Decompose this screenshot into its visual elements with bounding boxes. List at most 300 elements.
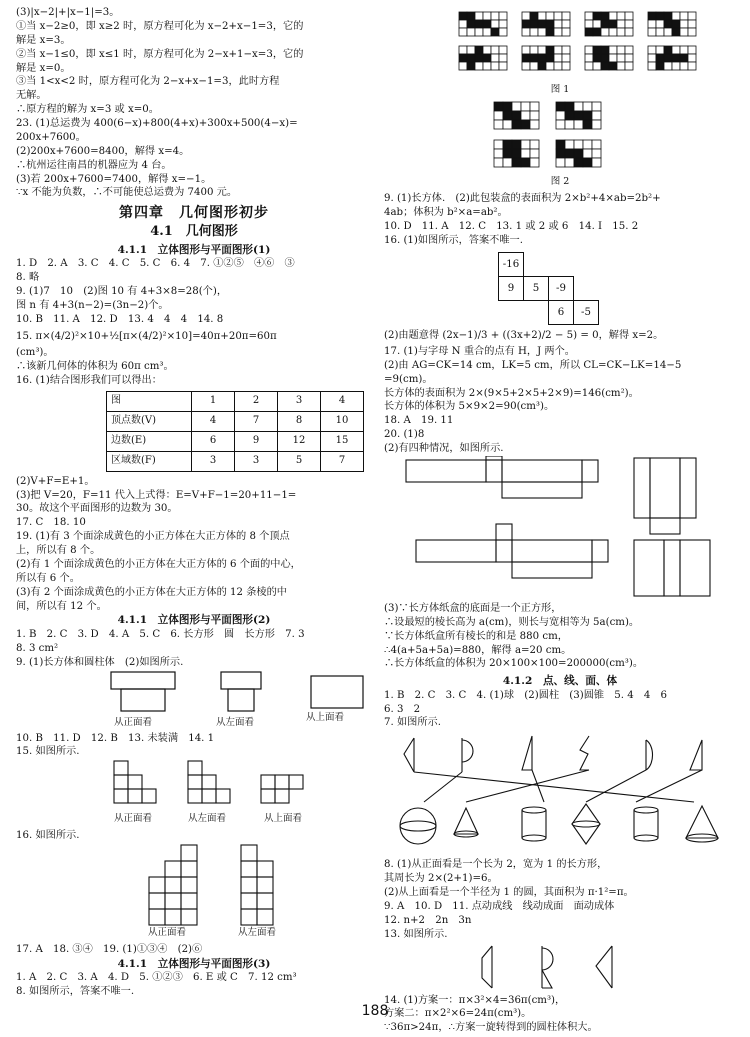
grid-cell [562, 62, 570, 70]
grid-cell [459, 28, 467, 36]
subsection-title: 4.1.1 立体图形与平面图形(1) [117, 243, 271, 256]
text-line: (2)从上面看是一个半径为 1 的圆，其面积为 π·1²=π。 [384, 887, 634, 899]
grid-cell [625, 46, 633, 54]
grid-cell [530, 149, 539, 158]
grid-cell [483, 62, 491, 70]
text-line: 10. D 11. A 12. C 13. 1 或 2 或 6 14. I 15. 2 [384, 220, 639, 232]
view-caption: 从左面看 [238, 927, 277, 939]
grid-cell [554, 12, 562, 20]
text-line: ∵长方体纸盒所有棱长的和是 880 cm， [384, 630, 568, 642]
grid-cell [522, 46, 530, 54]
net-cell: -16 [498, 252, 524, 277]
grid-cell [459, 54, 467, 62]
text-line: 4ab；体积为 b²×a=ab²。 [384, 206, 508, 218]
text-line: 间，所以有 12 个。 [16, 600, 107, 612]
text-line: 9. (1)长方体. (2)此包装盒的表面积为 2×b²+4×ab=2b²+ [384, 193, 661, 204]
net-cell: 5 [523, 276, 549, 301]
grid-cell [530, 111, 539, 120]
grid-cell [664, 62, 672, 70]
grid-cell [499, 28, 507, 36]
grid-cell [609, 46, 617, 54]
text-line: 其周长为 2×(2+1)=6。 [384, 873, 498, 885]
grid-cell [521, 111, 530, 120]
table-row [107, 451, 364, 471]
table-cell: 3 [192, 451, 235, 471]
text-line: 30。故这个平面图形的边数为 30。 [16, 503, 178, 515]
grid-cell [656, 54, 664, 62]
view-caption: 从上面看 [264, 813, 303, 825]
rotation-matching-figure [384, 730, 736, 858]
grid-cell [521, 120, 530, 129]
grid-cell [656, 28, 664, 36]
grid-cell [494, 158, 503, 167]
grid-cell [530, 20, 538, 28]
text-line: 9. (1)长方体和圆柱体 (2)如图所示. [16, 656, 184, 668]
grid-pattern-set-1 [384, 6, 736, 84]
grid-cell [592, 158, 601, 167]
grid-cell [491, 54, 499, 62]
grid-cell [574, 120, 583, 129]
cube-views-drawing [16, 759, 372, 815]
text-line: 9. A 10. D 11. 点动成线 线动成面 面动成体 [384, 900, 615, 912]
grid-cell [609, 28, 617, 36]
view-caption: 从正面看 [148, 927, 187, 939]
grid-cell [688, 46, 696, 54]
box-nets-figure [384, 456, 736, 602]
grid-cell [503, 120, 512, 129]
grid-cell [522, 20, 530, 28]
grid-cell [688, 12, 696, 20]
grid-cell [688, 20, 696, 28]
grid-cell [554, 28, 562, 36]
grid-figure-2 [384, 98, 736, 192]
table-row [107, 431, 364, 451]
text-line: 13. 如图所示. [384, 928, 448, 940]
text-line: (2)V+F=E+1。 [16, 475, 95, 487]
text-line: =9(cm)。 [384, 373, 433, 385]
grid-cell [688, 54, 696, 62]
grid-cell [546, 46, 554, 54]
grid-cell [617, 54, 625, 62]
grid-cell [680, 12, 688, 20]
grid-cell [494, 149, 503, 158]
text-line: 解是 x=0。 [16, 62, 71, 74]
text-line: (2)由 AG=CK=14 cm，LK=5 cm，所以 CL=CK−LK=14−5 [384, 359, 682, 371]
grid-cell [503, 111, 512, 120]
grid-cell [672, 20, 680, 28]
text-line: 1. D 2. A 3. C 4. C 5. C 6. 4 7. ①②⑤ ④⑥ ③ [16, 258, 295, 270]
grid-cell [601, 46, 609, 54]
grid-cell [672, 46, 680, 54]
grid-cell [459, 62, 467, 70]
grid-cell [512, 120, 521, 129]
grid-cell [538, 54, 546, 62]
equation-line: 15. π×(4/2)²×10+½[π×(4/2)²×10]=40π+20π=60π [16, 330, 277, 342]
grid-cell [648, 28, 656, 36]
table-cell: 7 [235, 411, 278, 431]
table-header-row [107, 391, 364, 411]
text-line: 上，所以有 8 个。 [16, 545, 101, 557]
view-caption: 从正面看 [114, 716, 153, 728]
grid-cell [546, 28, 554, 36]
grid-cell [538, 62, 546, 70]
text-line: 图 n 有 4+3(n−2)=(3n−2)个。 [16, 299, 169, 311]
grid-cell [530, 120, 539, 129]
grid-cell [625, 12, 633, 20]
grid-cell [592, 102, 601, 111]
text-line: 8. (1)从正面看是一个长为 2，宽为 1 的长方形， [384, 859, 608, 871]
figure-caption: 图 2 [550, 176, 570, 187]
grid-cell [512, 149, 521, 158]
grid-cell [546, 20, 554, 28]
table-cell: 4 [321, 391, 364, 411]
text-line: ∴该新几何体的体积为 60π cm³。 [16, 360, 174, 372]
grid-cell [680, 46, 688, 54]
text-line: 解是 x=3。 [16, 34, 71, 46]
grid-cell [530, 54, 538, 62]
text-line: 16. (1)结合图形我们可以得出： [16, 374, 162, 386]
text-line: 10. B 11. A 12. D 13. 4 4 4 14. 8 [16, 313, 224, 325]
grid-cell [565, 140, 574, 149]
grid-cell [554, 20, 562, 28]
grid-cell [499, 46, 507, 54]
three-views-figure-1 [16, 670, 372, 732]
right-column [384, 6, 736, 1035]
grid-cell [546, 54, 554, 62]
grid-cell [680, 54, 688, 62]
vef-table [106, 391, 364, 472]
grid-cell [538, 20, 546, 28]
grid-cell [467, 12, 475, 20]
grid-cell [593, 28, 601, 36]
grid-cell [546, 12, 554, 20]
grid-cell [574, 149, 583, 158]
grid-cell [574, 158, 583, 167]
grid-cell [583, 102, 592, 111]
grid-cell [585, 12, 593, 20]
text-line: 18. A 19. 11 [384, 415, 454, 427]
grid-cell [512, 158, 521, 167]
text-line: ∴原方程的解为 x=3 或 x=0。 [16, 104, 159, 116]
text-line: 17. A 18. ③④ 19. (1)①③④ (2)⑥ [16, 944, 203, 956]
grid-cell [664, 20, 672, 28]
grid-cell [554, 62, 562, 70]
text-line: (3)把 V=20，F=11 代入上式得：E=V+F−1=20+11−1= [16, 489, 297, 501]
text-line: 1. B 2. C 3. D 4. A 5. C 6. 长方形 圆 长方形 7. 3 [16, 628, 305, 640]
grid-cell [656, 46, 664, 54]
grid-cell [494, 120, 503, 129]
grid-cell [475, 12, 483, 20]
grid-cell [648, 54, 656, 62]
table-cell: 5 [278, 451, 321, 471]
grid-cell [483, 28, 491, 36]
grid-cell [562, 12, 570, 20]
grid-cell [562, 54, 570, 62]
chapter-title: 第四章 几何图形初步 [119, 205, 269, 222]
grid-cell [648, 46, 656, 54]
text-line: 20. (1)8 [384, 429, 425, 441]
box-nets-drawing [384, 456, 736, 600]
grid-cell [521, 149, 530, 158]
grid-cell [583, 111, 592, 120]
grid-cell [512, 102, 521, 111]
three-views-figure-15 [16, 759, 372, 829]
grid-cell [483, 46, 491, 54]
text-line: ∵36π>24π，∴方案一旋转得到的圆柱体积大。 [384, 1022, 598, 1034]
grid-cell [530, 12, 538, 20]
grid-cell [562, 20, 570, 28]
subsection-title: 4.1.1 立体图形与平面图形(2) [117, 614, 271, 627]
net-cell: -5 [573, 300, 599, 325]
text-line: 8. 如图所示，答案不唯一. [16, 986, 135, 998]
grid-cell [556, 111, 565, 120]
grid-cell [609, 54, 617, 62]
grid-cell [625, 28, 633, 36]
grid-cell [592, 111, 601, 120]
grid-cell [609, 62, 617, 70]
grid-cell [680, 62, 688, 70]
grid-cell [521, 102, 530, 111]
text-line: 9. (1)7 10 (2)图 10 有 4+3×8=28(个)， [16, 286, 228, 298]
text-line: 1. A 2. C 3. A 4. D 5. ①②③ 6. E 或 C 7. 12 cm³ [16, 972, 297, 984]
table-cell: 4 [192, 411, 235, 431]
stacked-views-figure-16 [16, 843, 372, 943]
grid-cell [459, 12, 467, 20]
grid-cell [491, 28, 499, 36]
text-line: 6. 3 2 [384, 703, 421, 715]
text-line: 14. (1)方案一：π×3²×4=36π(cm³)， [384, 994, 566, 1006]
grid-cell [585, 28, 593, 36]
grid-cell [664, 12, 672, 20]
view-caption: 从左面看 [216, 716, 255, 728]
table-cell: 15 [321, 431, 364, 451]
grid-cell [585, 54, 593, 62]
grid-cell [556, 158, 565, 167]
grid-cell [503, 102, 512, 111]
stacked-views-drawing [16, 843, 372, 927]
grid-cell [609, 12, 617, 20]
text-line: 12. n+2 2n 3n [384, 914, 472, 926]
grid-cell [583, 140, 592, 149]
grid-cell [556, 120, 565, 129]
shapes-13-drawing [384, 942, 736, 992]
grid-cell [554, 54, 562, 62]
net-cell: 9 [498, 276, 524, 301]
net-cell: -9 [548, 276, 574, 301]
grid-cell [593, 20, 601, 28]
text-line: 200x+7600。 [16, 131, 86, 143]
grid-cell [680, 28, 688, 36]
text-line: 16. (1)如图所示，答案不唯一. [384, 234, 523, 246]
grid-cell [625, 20, 633, 28]
grid-cell [574, 111, 583, 120]
text-line: (cm³)。 [16, 347, 54, 359]
grid-cell [601, 20, 609, 28]
grid-cell [583, 158, 592, 167]
grid-cell [585, 46, 593, 54]
table-cell: 3 [235, 451, 278, 471]
grid-cell [467, 28, 475, 36]
grid-cell [522, 54, 530, 62]
net-cell: 6 [548, 300, 574, 325]
grid-cell [593, 62, 601, 70]
grid-cell [574, 102, 583, 111]
text-line: (3)若 200x+7600=7400，解得 x=−1。 [16, 173, 212, 185]
text-line: 8. 3 cm² [16, 642, 59, 654]
grid-cell [512, 140, 521, 149]
grid-cell [585, 20, 593, 28]
figure-caption: 图 1 [550, 84, 570, 95]
grid-cell [565, 102, 574, 111]
grid-cell [503, 140, 512, 149]
grid-cell [467, 62, 475, 70]
grid-cell [546, 62, 554, 70]
grid-cell [601, 28, 609, 36]
subsection-title: 4.1.2 点、线、面、体 [502, 675, 618, 688]
table-cell: 2 [235, 391, 278, 411]
text-line: 15. 如图所示. [16, 746, 80, 758]
grid-cell [592, 149, 601, 158]
grid-cell [565, 111, 574, 120]
text-line: ∴长方体纸盒的体积为 20×100×100=200000(cm³)。 [384, 658, 644, 670]
grid-cell [583, 149, 592, 158]
grid-cell [499, 54, 507, 62]
grid-cell [648, 12, 656, 20]
table-cell: 边数(E) [107, 431, 192, 451]
grid-cell [617, 12, 625, 20]
grid-cell [521, 140, 530, 149]
grid-cell [556, 140, 565, 149]
grid-cell [530, 46, 538, 54]
grid-cell [494, 111, 503, 120]
section-title: 4.1 几何图形 [150, 224, 238, 240]
grid-cell [688, 62, 696, 70]
table-cell: 9 [235, 431, 278, 451]
table-cell: 8 [278, 411, 321, 431]
grid-cell [672, 54, 680, 62]
text-line: ∵x 不能为负数，∴不可能使总运费为 7400 元。 [16, 187, 238, 199]
grid-cell [475, 54, 483, 62]
text-line: (2)有四种情况，如图所示. [384, 443, 504, 454]
grid-cell [459, 20, 467, 28]
grid-cell [475, 28, 483, 36]
table-cell: 顶点数(V) [107, 411, 192, 431]
grid-cell [538, 28, 546, 36]
grid-cell [593, 12, 601, 20]
grid-cell [617, 62, 625, 70]
grid-cell [617, 28, 625, 36]
grid-cell [593, 54, 601, 62]
grid-cell [554, 46, 562, 54]
grid-cell [565, 158, 574, 167]
table-cell: 3 [278, 391, 321, 411]
grid-pattern-set-2 [384, 98, 736, 178]
text-line: 7. 如图所示. [384, 717, 441, 729]
grid-cell [565, 149, 574, 158]
grid-cell [656, 62, 664, 70]
grid-cell [467, 54, 475, 62]
grid-cell [499, 62, 507, 70]
shapes-figure-13 [384, 942, 736, 994]
grid-cell [593, 46, 601, 54]
text-line: 无解。 [16, 90, 47, 102]
grid-cell [625, 54, 633, 62]
grid-cell [503, 149, 512, 158]
view-caption: 从上面看 [306, 711, 345, 723]
grid-cell [672, 62, 680, 70]
grid-cell [585, 62, 593, 70]
grid-cell [583, 120, 592, 129]
text-line: 17. C 18. 10 [16, 517, 86, 529]
grid-cell [625, 62, 633, 70]
grid-cell [648, 20, 656, 28]
grid-cell [499, 20, 507, 28]
text-line: 8. 略 [16, 272, 40, 284]
text-line: 17. (1)与字母 N 重合的点有 H，J 两个。 [384, 345, 575, 357]
grid-cell [522, 62, 530, 70]
equation-line: (2)由题意得 (2x−1)/3 + ((3x+2)/2 − 5) = 0，解得 x=2。 [384, 329, 664, 341]
grid-cell [467, 20, 475, 28]
grid-cell [503, 158, 512, 167]
grid-cell [530, 28, 538, 36]
page-number: 188 [361, 1003, 389, 1019]
grid-cell [491, 20, 499, 28]
text-line: 方案二：π×2²×6=24π(cm³)。 [384, 1008, 532, 1020]
view-caption: 从左面看 [188, 813, 227, 825]
text-line: 19. (1)有 3 个面涂成黄色的小正方体在大正方体的 8 个顶点 [16, 531, 290, 543]
cube-net-figure [384, 248, 736, 326]
grid-cell [499, 12, 507, 20]
text-line: ∴杭州运往南昌的机器应为 4 台。 [16, 159, 172, 171]
grid-cell [601, 54, 609, 62]
grid-cell [601, 62, 609, 70]
text-line: ∴设最短的棱长高为 a(cm)，则长与宽相等为 5a(cm)。 [384, 616, 640, 628]
table-cell: 区域数(F) [107, 451, 192, 471]
shapes-matching-drawing [384, 730, 736, 856]
text-line: 1. B 2. C 3. C 4. (1)球 (2)圆柱 (3)圆锥 5. 4 4 6 [384, 689, 668, 701]
text-line: (3)|x−2|+|x−1|=3。 [16, 7, 120, 18]
text-line: ②当 x−1≤0，即 x≤1 时，原方程可化为 2−x+1−x=3，它的 [16, 48, 304, 60]
grid-cell [538, 46, 546, 54]
grid-cell [459, 46, 467, 54]
table-cell: 图 [107, 391, 192, 411]
text-line: 长方体的体积为 5×9×2=90(cm³)。 [384, 401, 555, 413]
answers-block-2 [16, 475, 372, 614]
grid-cell [467, 46, 475, 54]
text-line: 16. 如图所示. [16, 830, 80, 842]
grid-cell [491, 62, 499, 70]
grid-cell [664, 28, 672, 36]
view-caption: 从正面看 [114, 813, 153, 825]
grid-cell [574, 140, 583, 149]
grid-cell [664, 54, 672, 62]
text-line: (2)有 1 个面涂成黄色的小正方体在大正方体的 6 个面的中心， [16, 558, 301, 570]
grid-cell [592, 140, 601, 149]
grid-cell [521, 158, 530, 167]
grid-cell [601, 12, 609, 20]
grid-cell [475, 46, 483, 54]
grid-cell [494, 102, 503, 111]
grid-cell [491, 46, 499, 54]
text-line: (3)∵长方体纸盒的底面是一个正方形， [384, 602, 562, 614]
grid-cell [475, 62, 483, 70]
grid-cell [483, 54, 491, 62]
grid-cell [562, 46, 570, 54]
text-line: ③当 1<x<2 时，原方程可化为 2−x+x−1=3，此时方程 [16, 76, 280, 88]
text-line: ∴4(a+5a+5a)=880，解得 a=20 cm。 [384, 644, 572, 656]
text-line: (3)有 2 个面涂成黄色的小正方体在大正方体的 12 条棱的中 [16, 586, 287, 598]
grid-cell [491, 12, 499, 20]
